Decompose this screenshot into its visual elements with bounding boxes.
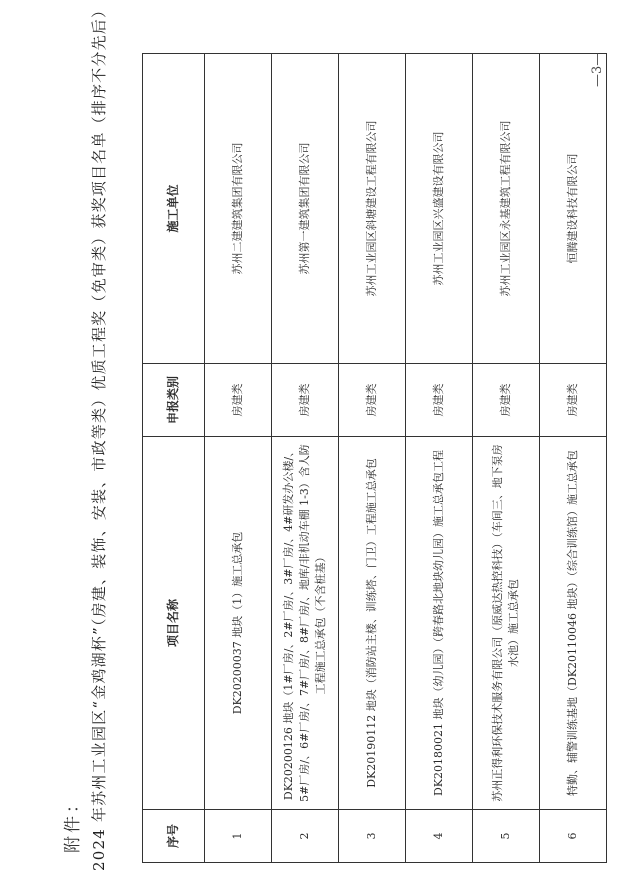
header-company: 施工单位 xyxy=(143,54,205,364)
cell-company: 苏州工业园区斜塘建设工程有限公司 xyxy=(339,54,406,364)
header-project: 项目名称 xyxy=(143,437,205,810)
cell-no: 4 xyxy=(406,810,473,863)
cell-no: 1 xyxy=(205,810,272,863)
table-row xyxy=(205,54,272,863)
cell-project: 特勤、辅警训练基地（DK20110046 地块）（综合训练馆）施工总承包 xyxy=(540,437,607,810)
cell-no: 6 xyxy=(540,810,607,863)
attachment-label: 附件： xyxy=(63,793,83,853)
table-row xyxy=(540,54,607,863)
table-row xyxy=(339,54,406,863)
cell-project: DK20200126 地块（1#厂房/、2#厂房/、3#厂房/、4#研发办公楼/、5#厂房/、6#厂房/、7#厂房/、8#厂房/、地库/非机动车棚 1-3）含人防工程施工总承包（不含桩基） xyxy=(272,437,339,810)
cell-company: 苏州二建建筑集团有限公司 xyxy=(205,54,272,364)
cell-project: DK20190112 地块（消防站主楼、训练塔、门卫）工程施工总承包 xyxy=(339,437,406,810)
document-title: 2024 年苏州工业园区“金鸡湖杯”（房建、装饰、安装、市政等类）优质工程奖（免审类）获奖项目名单（排序不分先后） xyxy=(90,1,108,871)
cell-project: DK20200037 地块（1）施工总承包 xyxy=(205,437,272,810)
cell-category: 房建类 xyxy=(540,364,607,437)
cell-category: 房建类 xyxy=(473,364,540,437)
table-row xyxy=(473,54,540,863)
cell-project: 苏州正得利环保技术服务有限公司（原威达热控科技）（车间三、地下泵房水池）施工总承包 xyxy=(473,437,540,810)
cell-company: 苏州工业园区兴盛建设有限公司 xyxy=(406,54,473,364)
cell-company: 苏州工业园区永基建筑工程有限公司 xyxy=(473,54,540,364)
table-row xyxy=(272,54,339,863)
award-table xyxy=(142,53,607,863)
cell-company: 苏州第一建筑集团有限公司 xyxy=(272,54,339,364)
table-row xyxy=(406,54,473,863)
header-no: 序号 xyxy=(143,810,205,863)
cell-company: 恒腾建设科技有限公司 xyxy=(540,54,607,364)
cell-no: 5 xyxy=(473,810,540,863)
page-number: —3— xyxy=(590,52,605,87)
cell-category: 房建类 xyxy=(205,364,272,437)
header-category: 申报类别 xyxy=(143,364,205,437)
cell-category: 房建类 xyxy=(272,364,339,437)
table-header-row xyxy=(143,54,205,863)
cell-no: 3 xyxy=(339,810,406,863)
cell-no: 2 xyxy=(272,810,339,863)
cell-project: DK20180021 地块（幼儿园）（跨春路北地块幼儿园）施工总承包工程 xyxy=(406,437,473,810)
cell-category: 房建类 xyxy=(339,364,406,437)
cell-category: 房建类 xyxy=(406,364,473,437)
